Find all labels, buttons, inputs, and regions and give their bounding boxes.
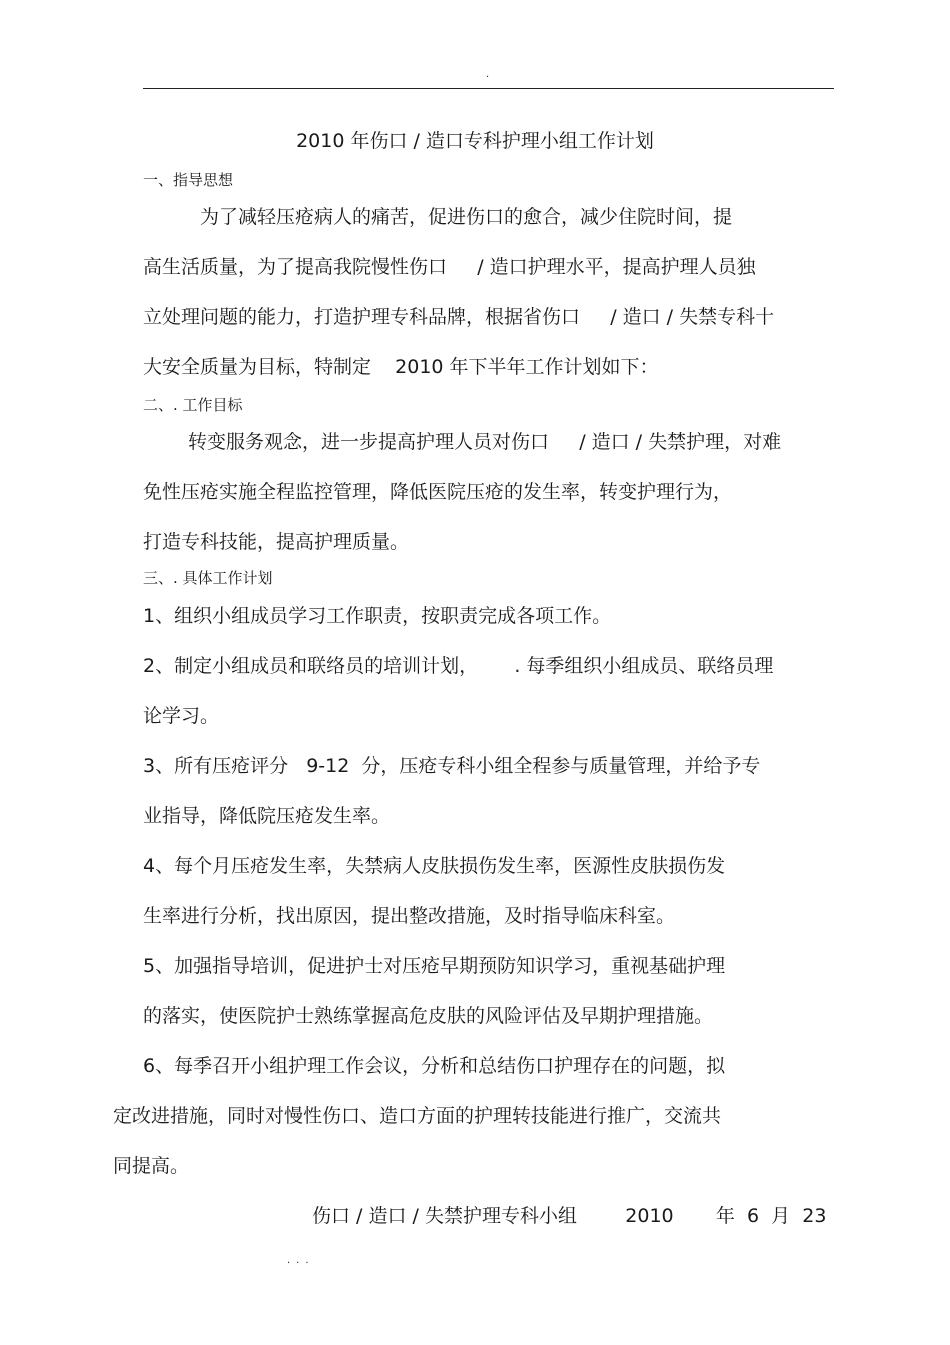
header-dot: .: [486, 69, 490, 80]
plan-item-line: 生率进行分析，找出原因，提出整改措施，及时指导临床科室。: [143, 905, 676, 927]
paragraph-line: 高生活质量，为了提高我院慢性伤口 / 造口护理水平，提高护理人员独: [143, 256, 756, 278]
plan-item-line: 5、加强指导培训，促进护士对压疮早期预防知识学习，重视基础护理: [143, 955, 726, 977]
plan-item-line: 定改进措施，同时对慢性伤口、造口方面的护理转技能进行推广，交流共: [113, 1105, 722, 1127]
section-heading-guiding-idea: 一、指导思想: [143, 171, 234, 189]
paragraph-line: 为了减轻压疮病人的痛苦，促进伤口的愈合，减少住院时间，提: [200, 206, 733, 228]
plan-item-line: 3、所有压疮评分 9-12 分，压疮专科小组全程参与质量管理，并给予专: [143, 755, 761, 777]
plan-item-line: 的落实，使医院护士熟练掌握高危皮肤的风险评估及早期护理措施。: [143, 1005, 714, 1027]
plan-item-line: 2、制定小组成员和联络员的培训计划， . 每季组织小组成员、联络员理: [143, 655, 774, 677]
footer-dots: ...: [287, 1255, 315, 1266]
plan-item-line: 4、每个月压疮发生率，失禁病人皮肤损伤发生率，医源性皮肤损伤发: [143, 855, 726, 877]
plan-item-line: 论学习。: [143, 705, 220, 727]
document-title: 2010 年伤口 / 造口专科护理小组工作计划: [296, 130, 654, 152]
section-heading-work-goals: 二、. 工作目标: [143, 396, 243, 414]
plan-item-line: 1、组织小组成员学习工作职责，按职责完成各项工作。: [143, 605, 612, 627]
header-rule: [143, 88, 834, 89]
plan-item-line: 同提高。: [113, 1155, 190, 1177]
paragraph-line: 立处理问题的能力，打造护理专科品牌，根据省伤口 / 造口 / 失禁专科十: [143, 306, 775, 328]
paragraph-line: 转变服务观念，进一步提高护理人员对伤口 / 造口 / 失禁护理，对难: [188, 431, 782, 453]
paragraph-line: 打造专科技能，提高护理质量。: [143, 531, 410, 553]
plan-item-line: 6、每季召开小组护理工作会议，分析和总结伤口护理存在的问题，拟: [143, 1055, 726, 1077]
paragraph-line: 大安全质量为目标，特制定 2010 年下半年工作计划如下：: [143, 356, 659, 378]
plan-item-line: 业指导，降低院压疮发生率。: [143, 805, 391, 827]
paragraph-line: 免性压疮实施全程监控管理，降低医院压疮的发生率，转变护理行为，: [143, 481, 733, 503]
section-heading-work-plan: 三、. 具体工作计划: [143, 569, 273, 587]
signature-line: 伤口 / 造口 / 失禁护理专科小组 2010 年 6 月 23: [312, 1205, 827, 1227]
